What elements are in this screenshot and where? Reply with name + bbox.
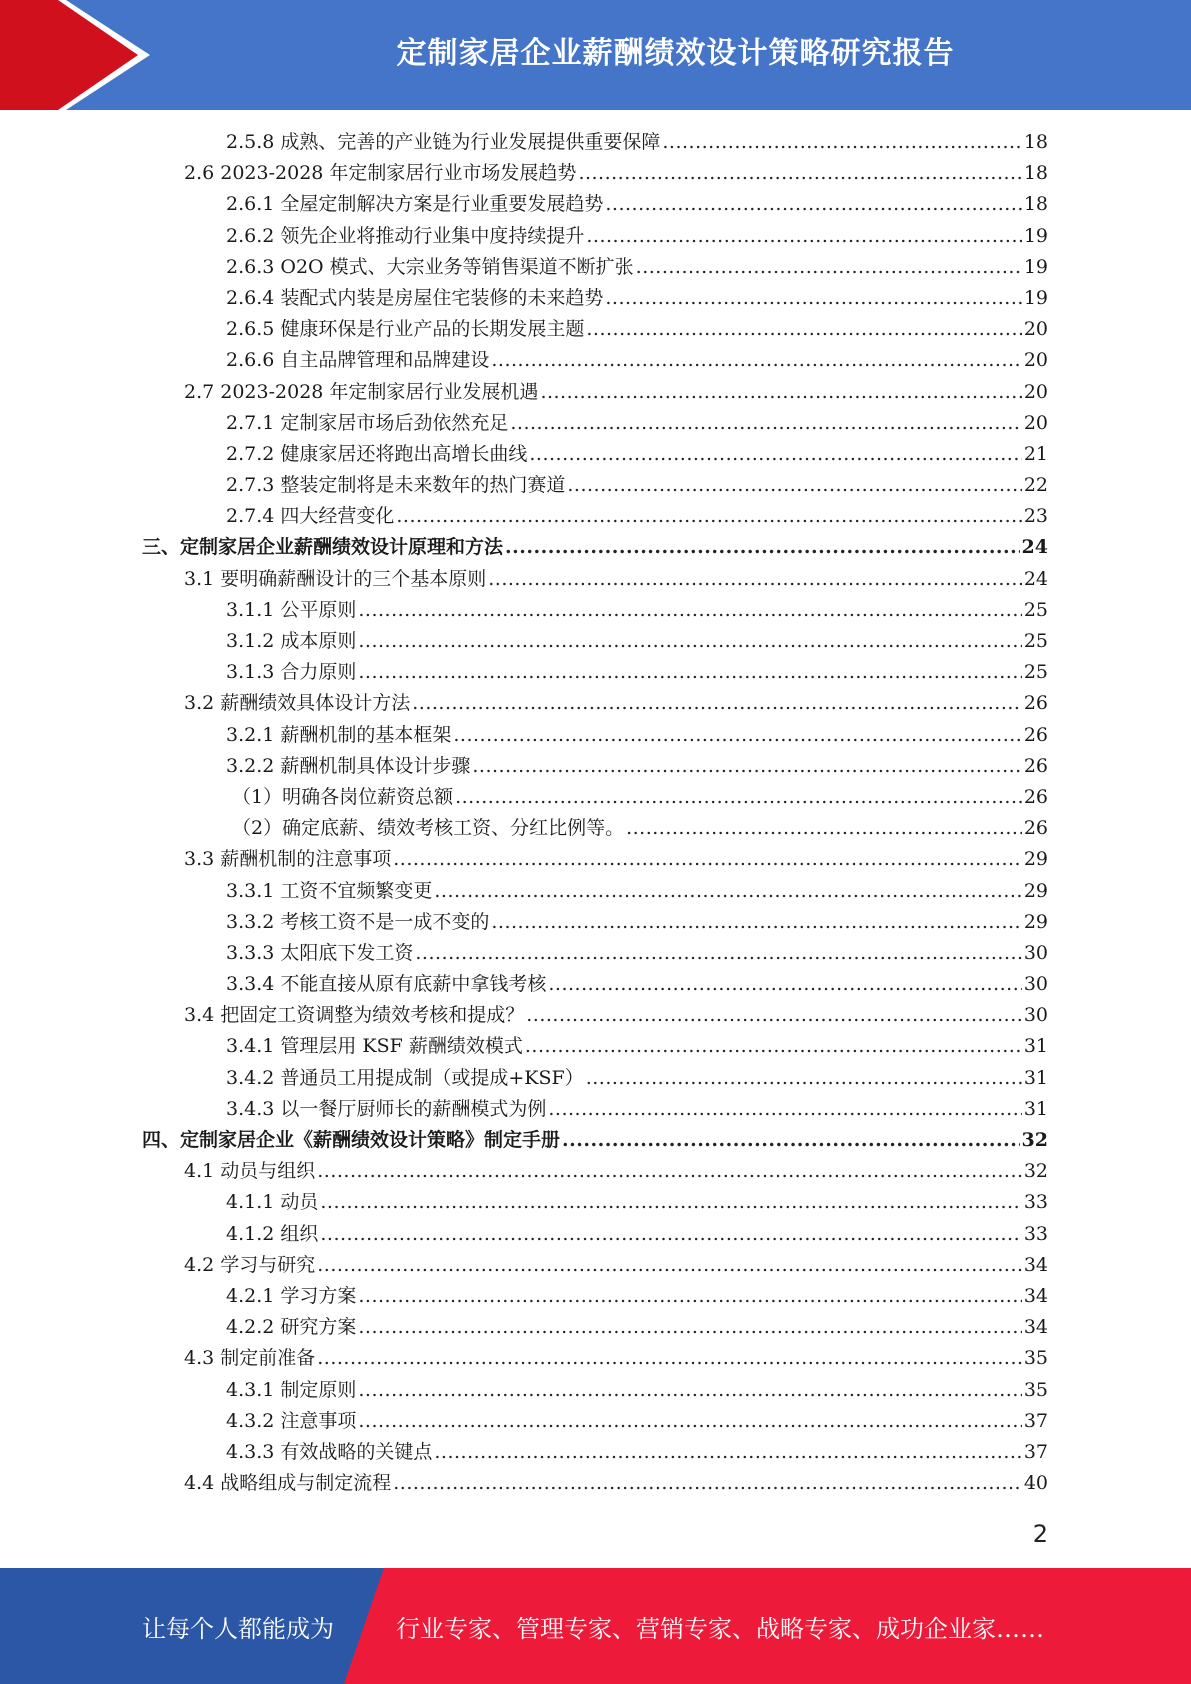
toc-entry-page: 30 (1023, 941, 1048, 964)
toc-entry-page: 40 (1023, 1472, 1048, 1495)
toc-entry-title: 2.6.5 健康环保是行业产品的长期发展主题 (226, 318, 585, 341)
toc-entry[interactable] (142, 501, 1048, 532)
toc-entry-page: 35 (1023, 1378, 1048, 1401)
toc-entry[interactable] (142, 283, 1048, 314)
toc-entry-page: 34 (1023, 1253, 1048, 1276)
toc-entry[interactable] (142, 532, 1048, 563)
toc-dot-leader (491, 345, 1021, 376)
toc-entry-page: 32 (1023, 1160, 1048, 1183)
toc-entry-page: 23 (1023, 505, 1048, 528)
toc-entry[interactable] (142, 1125, 1048, 1156)
toc-entry-page: 24 (1023, 567, 1048, 590)
toc-entry-title: 3.1.1 公平原则 (226, 598, 357, 621)
toc-entry[interactable] (142, 1281, 1048, 1312)
toc-entry-title: 2.7 2023-2028 年定制家居行业发展机遇 (184, 380, 539, 403)
toc-entry[interactable] (142, 595, 1048, 626)
toc-entry-title: 3.1.3 合力原则 (226, 661, 357, 684)
toc-entry[interactable] (142, 470, 1048, 501)
toc-entry-page: 29 (1023, 879, 1048, 902)
page-header (0, 0, 1191, 110)
toc-entry-title: 4.3.3 有效战略的关键点 (226, 1440, 433, 1463)
toc-entry-page: 22 (1023, 474, 1048, 497)
toc-entry-title: 4.2.2 研究方案 (226, 1316, 357, 1339)
toc-entry[interactable] (142, 1375, 1048, 1406)
toc-entry[interactable] (142, 345, 1048, 376)
toc-entry[interactable] (142, 1468, 1048, 1499)
toc-dot-leader (578, 158, 1021, 189)
toc-entry[interactable] (142, 377, 1048, 408)
toc-entry-title: 3.3.1 工资不宜频繁变更 (226, 879, 433, 902)
toc-dot-leader (317, 1250, 1022, 1281)
toc-dot-leader (526, 1000, 1022, 1031)
toc-entry-page: 26 (1023, 817, 1048, 840)
toc-entry-page: 33 (1023, 1222, 1048, 1245)
toc-entry-page: 18 (1023, 193, 1048, 216)
toc-entry[interactable] (142, 1094, 1048, 1125)
toc-entry-page: 37 (1023, 1409, 1048, 1432)
toc-entry[interactable] (142, 127, 1048, 158)
toc-entry-page: 29 (1023, 910, 1048, 933)
toc-entry-page: 37 (1023, 1440, 1048, 1463)
toc-entry-title: 2.7.1 定制家居市场后劲依然充足 (226, 411, 509, 434)
toc-entry-page: 20 (1023, 318, 1048, 341)
toc-entry-title: 2.7.4 四大经营变化 (226, 505, 395, 528)
toc-entry-page: 26 (1023, 785, 1048, 808)
toc-dot-leader (358, 1406, 1021, 1437)
toc-entry-page: 34 (1023, 1284, 1048, 1307)
toc-entry[interactable] (142, 844, 1048, 875)
toc-entry-title: 3.2.1 薪酬机制的基本框架 (226, 723, 452, 746)
toc-entry[interactable] (142, 564, 1048, 595)
toc-entry-page: 26 (1023, 754, 1048, 777)
toc-entry-page: 19 (1023, 255, 1048, 278)
toc-entry[interactable] (142, 720, 1048, 751)
toc-dot-leader (605, 189, 1021, 220)
toc-dot-leader (662, 127, 1021, 158)
toc-entry-title: 2.6 2023-2028 年定制家居行业市场发展趋势 (184, 162, 577, 185)
toc-dot-leader (510, 408, 1021, 439)
toc-entry-title: 2.6.3 O2O 模式、大宗业务等销售渠道不断扩张 (226, 255, 634, 278)
page-footer (0, 1568, 1191, 1684)
toc-entry-title: （2）确定底薪、绩效考核工资、分红比例等。 (232, 817, 625, 840)
toc-dot-leader (415, 938, 1021, 969)
toc-entry-title: 3.3.4 不能直接从原有底薪中拿钱考核 (226, 973, 547, 996)
toc-dot-leader (586, 1063, 1022, 1094)
toc-entry-title: 3.1 要明确薪酬设计的三个基本原则 (184, 567, 487, 590)
toc-dot-leader (586, 221, 1021, 252)
toc-entry-title: 四、定制家居企业《薪酬绩效设计策略》制定手册 (142, 1129, 561, 1151)
toc-entry-page: 32 (1021, 1129, 1048, 1151)
toc-entry-title: 2.7.2 健康家居还将跑出高增长曲线 (226, 442, 528, 465)
footer-slogan-roles: 行业专家、管理专家、营销专家、战略专家、成功企业家…… (396, 1614, 1044, 1643)
toc-entry-page: 30 (1023, 973, 1048, 996)
toc-entry[interactable] (142, 813, 1048, 844)
toc-dot-leader (562, 1125, 1020, 1156)
footer-slogan-lead: 让每个人都能成为 (142, 1614, 334, 1643)
toc-dot-leader (488, 564, 1022, 595)
toc-entry-page: 26 (1023, 692, 1048, 715)
toc-dot-leader (320, 1187, 1021, 1218)
toc-entry-title: 3.4.1 管理层用 KSF 薪酬绩效模式 (226, 1035, 523, 1058)
toc-entry-title: 3.4.3 以一餐厅厨师长的薪酬模式为例 (226, 1097, 547, 1120)
toc-entry-title: 三、定制家居企业薪酬绩效设计原理和方法 (142, 536, 504, 559)
toc-entry-title: 4.4 战略组成与制定流程 (184, 1472, 392, 1495)
toc-entry-title: 2.7.3 整装定制将是未来数年的热门赛道 (226, 474, 566, 497)
toc-entry-title: 2.6.6 自主品牌管理和品牌建设 (226, 349, 490, 372)
toc-entry-page: 21 (1023, 442, 1048, 465)
toc-entry[interactable] (142, 1000, 1048, 1031)
toc-entry-page: 20 (1023, 380, 1048, 403)
toc-entry-page: 33 (1023, 1191, 1048, 1214)
toc-entry-title: 3.3.3 太阳底下发工资 (226, 941, 414, 964)
toc-dot-leader (317, 1156, 1022, 1187)
toc-entry[interactable] (142, 1406, 1048, 1437)
toc-entry-title: 2.6.2 领先企业将推动行业集中度持续提升 (226, 224, 585, 247)
toc-entry-title: 4.1.2 组织 (226, 1222, 319, 1245)
toc-dot-leader (317, 1343, 1022, 1374)
toc-entry-page: 31 (1023, 1097, 1048, 1120)
toc-entry[interactable] (142, 969, 1048, 1000)
toc-entry[interactable] (142, 158, 1048, 189)
toc-entry[interactable] (142, 1063, 1048, 1094)
toc-dot-leader (626, 813, 1022, 844)
toc-dot-leader (586, 314, 1021, 345)
toc-dot-leader (605, 283, 1021, 314)
toc-entry-page: 29 (1023, 848, 1048, 871)
toc-entry[interactable] (142, 1343, 1048, 1374)
table-of-contents (142, 127, 1048, 1499)
toc-entry-page: 18 (1023, 131, 1048, 153)
toc-dot-leader (393, 844, 1022, 875)
toc-entry-title: 3.2.2 薪酬机制具体设计步骤 (226, 754, 471, 777)
toc-entry-page: 25 (1023, 630, 1048, 652)
toc-entry[interactable] (142, 1031, 1048, 1062)
toc-entry-page: 20 (1023, 349, 1048, 372)
toc-entry[interactable] (142, 1250, 1048, 1281)
toc-entry-page: 25 (1023, 598, 1048, 621)
toc-entry[interactable] (142, 782, 1048, 813)
toc-entry-page: 25 (1023, 661, 1048, 684)
toc-entry-title: 4.3.2 注意事项 (226, 1409, 357, 1432)
toc-dot-leader (358, 1375, 1021, 1406)
toc-entry-page: 35 (1023, 1347, 1048, 1370)
toc-entry[interactable] (142, 439, 1048, 470)
toc-entry-page: 31 (1023, 1066, 1048, 1089)
toc-entry-title: 3.3.2 考核工资不是一成不变的 (226, 910, 490, 933)
header-arrow-decoration (0, 0, 160, 110)
toc-dot-leader (358, 1312, 1021, 1343)
toc-entry-title: 2.6.4 装配式内装是房屋住宅装修的未来趋势 (226, 286, 604, 309)
toc-entry[interactable] (142, 1437, 1048, 1468)
toc-dot-leader (453, 720, 1021, 751)
toc-entry[interactable] (142, 626, 1048, 657)
page-number: 2 (1032, 1520, 1048, 1548)
toc-entry-page: 34 (1023, 1316, 1048, 1339)
toc-entry-title: 3.3 薪酬机制的注意事项 (184, 848, 392, 871)
toc-entry-title: 3.4 把固定工资调整为绩效考核和提成？ (184, 1004, 525, 1027)
toc-dot-leader (412, 688, 1022, 719)
toc-dot-leader (567, 470, 1021, 501)
toc-dot-leader (636, 252, 1022, 283)
toc-entry-title: 4.3.1 制定原则 (226, 1378, 357, 1401)
toc-dot-leader (529, 439, 1021, 470)
toc-entry[interactable] (142, 1156, 1048, 1187)
toc-entry[interactable] (142, 1187, 1048, 1218)
toc-dot-leader (358, 595, 1021, 626)
toc-dot-leader (525, 1031, 1022, 1062)
toc-entry-title: 4.2.1 学习方案 (226, 1284, 357, 1307)
toc-entry-page: 19 (1023, 286, 1048, 309)
toc-dot-leader (491, 907, 1021, 938)
toc-entry-page: 31 (1023, 1035, 1048, 1058)
toc-entry-page: 30 (1023, 1004, 1048, 1027)
toc-dot-leader (320, 1219, 1021, 1250)
toc-entry-title: 4.2 学习与研究 (184, 1253, 316, 1276)
toc-entry[interactable] (142, 876, 1048, 907)
toc-entry-title: 3.4.2 普通员工用提成制（或提成+KSF） (226, 1066, 584, 1089)
toc-entry-page: 19 (1023, 224, 1048, 247)
toc-dot-leader (396, 501, 1021, 532)
toc-dot-leader (434, 1437, 1021, 1468)
toc-entry[interactable] (142, 907, 1048, 938)
toc-entry[interactable] (142, 1219, 1048, 1250)
toc-entry-page: 24 (1021, 536, 1048, 559)
toc-entry[interactable] (142, 751, 1048, 782)
toc-entry-title: 4.3 制定前准备 (184, 1347, 316, 1370)
toc-entry-title: 3.2 薪酬绩效具体设计方法 (184, 692, 411, 715)
toc-entry-title: 2.5.8 成熟、完善的产业链为行业发展提供重要保障 (226, 131, 661, 153)
toc-dot-leader (358, 657, 1021, 688)
toc-entry-page: 26 (1023, 723, 1048, 746)
toc-dot-leader (393, 1468, 1022, 1499)
toc-dot-leader (455, 782, 1022, 813)
toc-dot-leader (548, 969, 1021, 1000)
toc-entry[interactable] (142, 252, 1048, 283)
toc-entry[interactable] (142, 657, 1048, 688)
toc-entry-title: （1）明确各岗位薪资总额 (232, 785, 454, 808)
toc-entry[interactable] (142, 688, 1048, 719)
toc-dot-leader (505, 532, 1020, 563)
toc-dot-leader (548, 1094, 1021, 1125)
toc-entry[interactable] (142, 189, 1048, 220)
report-title: 定制家居企业薪酬绩效设计策略研究报告 (396, 36, 955, 71)
toc-entry-page: 18 (1023, 162, 1048, 185)
toc-entry[interactable] (142, 221, 1048, 252)
toc-entry-title: 4.1.1 动员 (226, 1191, 319, 1214)
toc-entry-title: 2.6.1 全屋定制解决方案是行业重要发展趋势 (226, 193, 604, 216)
toc-dot-leader (472, 751, 1021, 782)
toc-entry-page: 20 (1023, 411, 1048, 434)
toc-entry-title: 4.1 动员与组织 (184, 1160, 316, 1183)
toc-dot-leader (358, 1281, 1021, 1312)
toc-entry[interactable] (142, 408, 1048, 439)
toc-entry[interactable] (142, 1312, 1048, 1343)
toc-dot-leader (540, 377, 1021, 408)
toc-dot-leader (358, 626, 1021, 657)
toc-entry[interactable] (142, 314, 1048, 345)
toc-entry-title: 3.1.2 成本原则 (226, 630, 357, 652)
toc-entry[interactable] (142, 938, 1048, 969)
toc-dot-leader (434, 876, 1021, 907)
